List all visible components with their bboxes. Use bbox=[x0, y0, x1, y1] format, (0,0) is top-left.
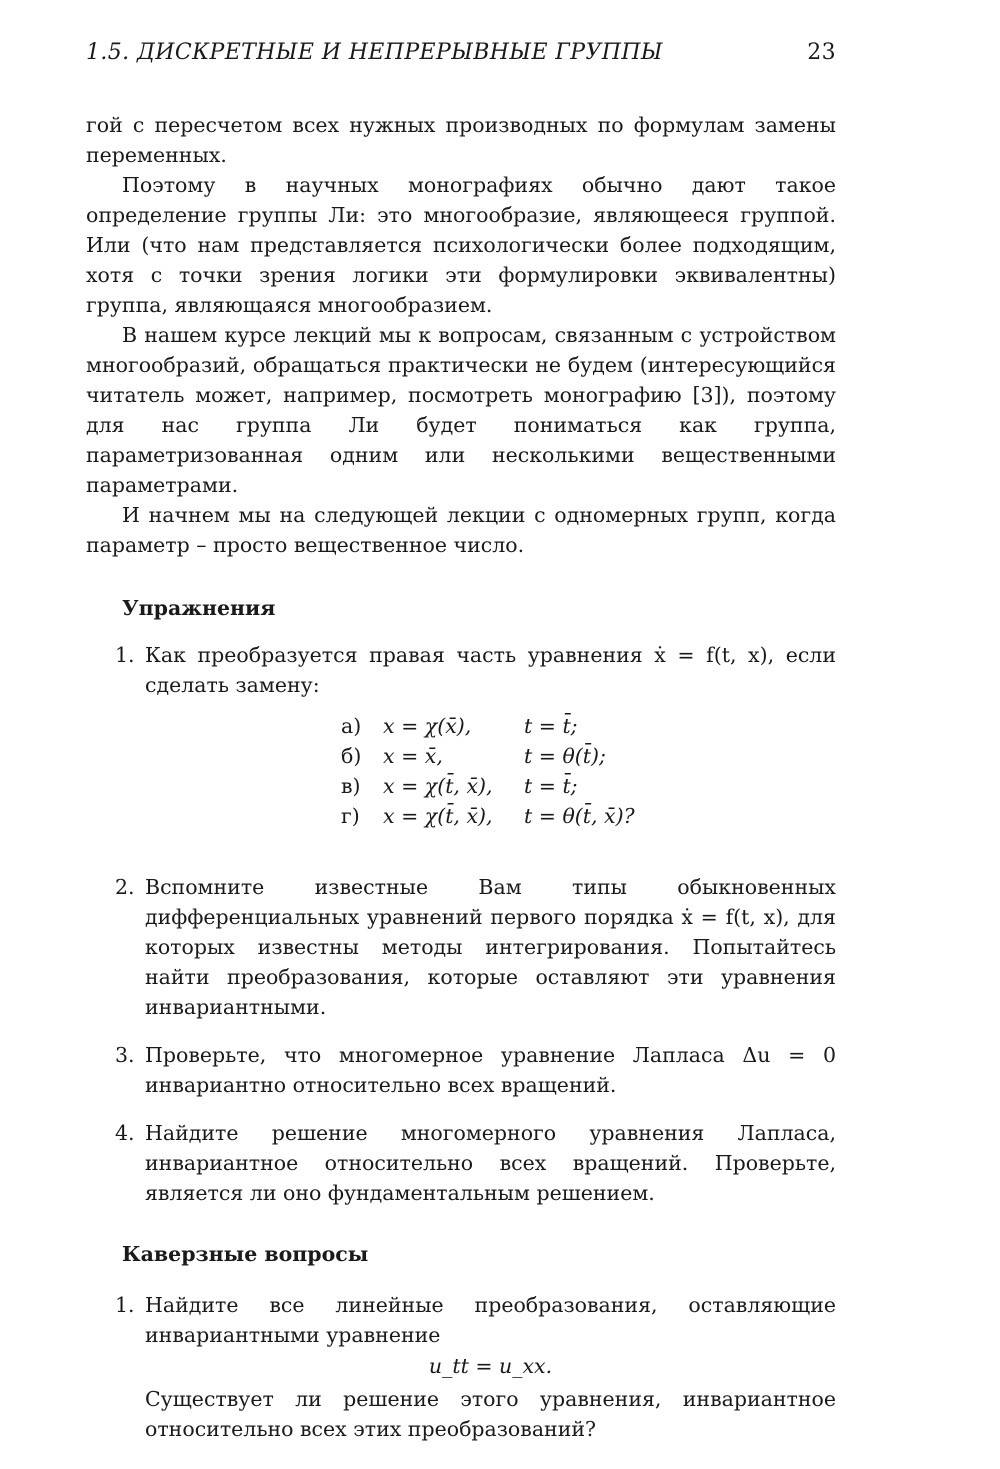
case-x: x = χ(x̄), bbox=[383, 714, 472, 738]
case-t: t = t̄; bbox=[524, 714, 578, 738]
paragraph-1: гой с пересчетом всех нужных производных по формулам замены переменных. bbox=[86, 113, 836, 167]
exercise-1 bbox=[86, 640, 836, 700]
running-header bbox=[86, 40, 836, 74]
exercise-text: Найдите решение многомерного уравнения Лапласа, инвариантное относительно всех вращений. Проверьте, является ли оно фундаментальным решением. bbox=[145, 1121, 836, 1205]
exercise-2 bbox=[86, 872, 836, 1022]
wave-equation: u_tt = u_xx. bbox=[428, 1354, 553, 1378]
exercise-number: 2. bbox=[115, 875, 135, 899]
case-t: t = θ(t̄, x̄)? bbox=[524, 804, 635, 828]
exercise-text: Вспомните известные Вам типы обыкновенных дифференциальных уравнений первого порядка ẋ = f(t, x), для которых известны методы интегрирования. Попытайтесь найти преобразования, которые оставляют эти уравнения инвариантными. bbox=[145, 875, 836, 1019]
question-number: 1. bbox=[115, 1293, 135, 1317]
case-x: x = x̄, bbox=[383, 744, 443, 768]
chapter-title: 1.5. ДИСКРЕТНЫЕ И НЕПРЕРЫВНЫЕ ГРУППЫ bbox=[86, 40, 663, 65]
exercise-number: 3. bbox=[115, 1043, 135, 1067]
paragraph-3: В нашем курсе лекций мы к вопросам, связанным с устройством многообразий, обращаться практически не будем (интересующийся читатель может, например, посмотреть монографию [3]), поэтому для нас группа Ли будет пониматься как группа, параметризованная одним или несколькими вещественными параметрами. bbox=[86, 323, 836, 497]
case-t: t = t̄; bbox=[524, 774, 578, 798]
case-x: x = χ(t̄, x̄), bbox=[383, 804, 493, 828]
page-body bbox=[86, 110, 836, 1444]
exercise-text: Проверьте, что многомерное уравнение Лапласа Δu = 0 инвариантно относительно всех вращений. bbox=[145, 1043, 836, 1097]
case-label: б) bbox=[341, 744, 362, 768]
case-t: t = θ(t̄); bbox=[524, 744, 606, 768]
page-number: 23 bbox=[807, 40, 836, 65]
substitution-cases bbox=[86, 714, 836, 834]
tricky-question-1 bbox=[86, 1290, 836, 1444]
case-label: а) bbox=[341, 714, 362, 738]
paragraph-2: Поэтому в научных монографиях обычно дают такое определение группы Ли: это многообразие, являющееся группой. Или (что нам представляется психологически более подходящим, хотя с точки зрения логики эти формулировки эквивалентны) группа, являющаяся многообразием. bbox=[86, 173, 836, 317]
exercise-number: 1. bbox=[115, 643, 135, 667]
exercise-number: 4. bbox=[115, 1121, 135, 1145]
case-label: г) bbox=[341, 804, 360, 828]
exercises-heading: Упражнения bbox=[122, 596, 276, 620]
exercise-3 bbox=[86, 1040, 836, 1100]
case-x: x = χ(t̄, x̄), bbox=[383, 774, 493, 798]
case-label: в) bbox=[341, 774, 361, 798]
exercise-text: Как преобразуется правая часть уравнения ẋ = f(t, x), если сделать замену: bbox=[145, 643, 836, 697]
tricky-questions-heading: Каверзные вопросы bbox=[122, 1242, 369, 1266]
exercise-4 bbox=[86, 1118, 836, 1208]
question-follow-up: Существует ли решение этого уравнения, инвариантное относительно всех этих преобразований? bbox=[145, 1387, 836, 1441]
question-text: Найдите все линейные преобразования, оставляющие инвариантными уравнение bbox=[145, 1293, 836, 1347]
paragraph-4: И начнем мы на следующей лекции с одномерных групп, когда параметр – просто вещественное число. bbox=[86, 503, 836, 557]
